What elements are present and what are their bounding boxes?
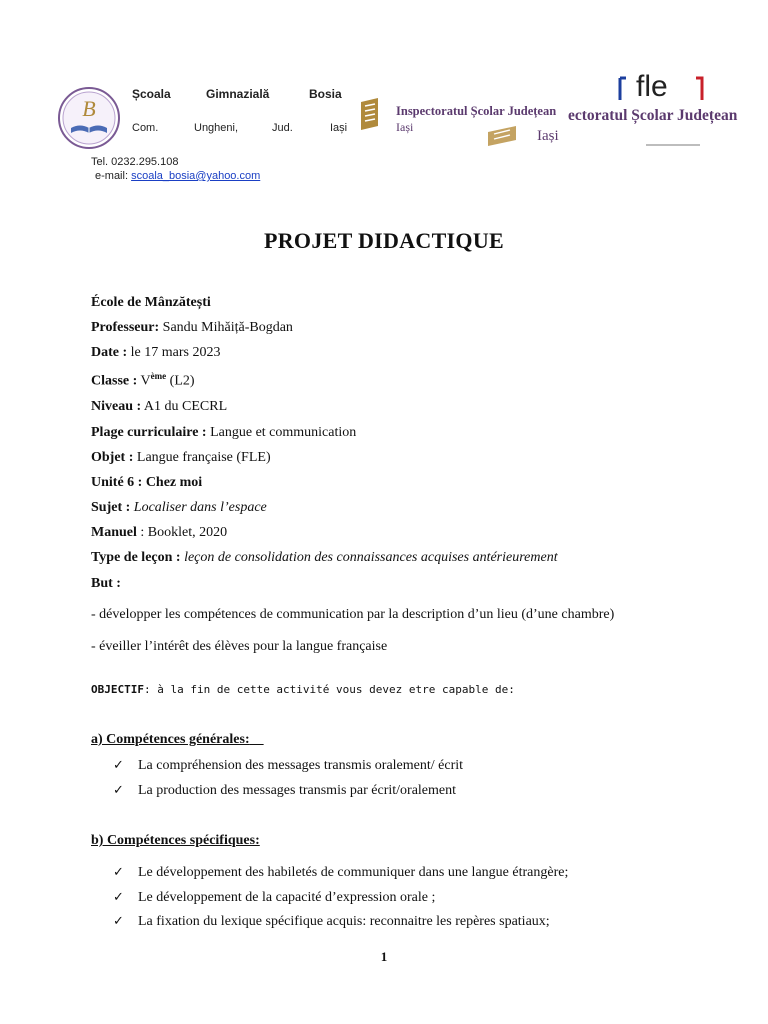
check-icon: ✓ xyxy=(113,889,124,904)
info-sujet: Sujet : Localiser dans l’espace xyxy=(91,500,267,515)
fle-logo xyxy=(616,70,706,152)
info-school: École de Mânzătești xyxy=(91,295,211,310)
competence-item: La fixation du lexique spécifique acquis: reconnaitre les repères spatiaux; xyxy=(138,914,550,929)
competences-specifiques-heading: b) Compétences spécifiques: xyxy=(91,833,260,848)
school-name-word: Școala xyxy=(132,87,171,101)
info-professor: Professeur: Sandu Mihăiță-Bogdan xyxy=(91,320,293,335)
school-name-word: Gimnazială xyxy=(206,87,270,101)
inspectorate-title-2: ectoratul Școlar Județean xyxy=(568,107,738,124)
check-icon: ✓ xyxy=(113,913,124,928)
info-type: Type de leçon : leçon de consolidation des connaissances acquises antérieurement xyxy=(91,550,558,565)
school-name-word: Bosia xyxy=(309,87,342,101)
check-icon: ✓ xyxy=(113,864,124,879)
info-objet: Objet : Langue française (FLE) xyxy=(91,450,271,465)
page-number: 1 xyxy=(380,949,388,964)
info-class: Classe : Vème (L2) xyxy=(91,371,195,389)
competence-item: Le développement de la capacité d’expression orale ; xyxy=(138,890,436,905)
school-email-link[interactable]: scoala_bosia@yahoo.com xyxy=(131,170,261,182)
info-but: But : xyxy=(91,576,121,591)
school-logo xyxy=(57,86,121,150)
but-item: - éveiller l’intérêt des élèves pour la langue française xyxy=(91,639,388,654)
address-word: Ungheni, xyxy=(194,122,239,134)
address-word: Iași xyxy=(330,122,348,134)
competence-item: La compréhension des messages transmis oralement/ écrit xyxy=(138,758,464,773)
inspectorate-city-2: Iași xyxy=(537,128,559,144)
but-item: - développer les compétences de communication par la description d’un lieu (d’une chambre) xyxy=(91,607,615,622)
competences-generales-heading: a) Compétences générales: xyxy=(91,732,250,747)
info-plage: Plage curriculaire : Langue et communication xyxy=(91,425,357,440)
school-email-line xyxy=(95,170,260,182)
info-manuel: Manuel : Booklet, 2020 xyxy=(91,525,228,540)
inspectorate-logo-2 xyxy=(486,118,520,148)
document-title: PROJET DIDACTIQUE xyxy=(263,228,504,253)
info-date: Date : le 17 mars 2023 xyxy=(91,345,221,360)
svg-text:B: B xyxy=(82,96,96,121)
check-icon: ✓ xyxy=(113,757,124,772)
competence-item: La production des messages transmis par écrit/oralement xyxy=(138,783,457,798)
objectif-line: OBJECTIF: à la fin de cette activité vous devez etre capable de: xyxy=(91,683,515,696)
inspectorate-logo xyxy=(358,96,384,132)
competence-item: Le développement des habiletés de communiquer dans une langue étrangère; xyxy=(138,865,569,880)
address-word: Jud. xyxy=(272,122,293,134)
inspectorate-title: Inspectoratul Școlar Județean xyxy=(396,104,557,118)
address-word: Com. xyxy=(132,122,159,134)
info-level: Niveau : A1 du CECRL xyxy=(91,399,228,414)
info-unite: Unité 6 : Chez moi xyxy=(91,475,203,490)
check-icon: ✓ xyxy=(113,782,124,797)
fle-logo-text: fle xyxy=(636,70,668,103)
email-label: e-mail: xyxy=(95,170,129,182)
school-phone: Tel. 0232.295.108 xyxy=(91,156,179,168)
inspectorate-city: Iași xyxy=(396,120,414,134)
